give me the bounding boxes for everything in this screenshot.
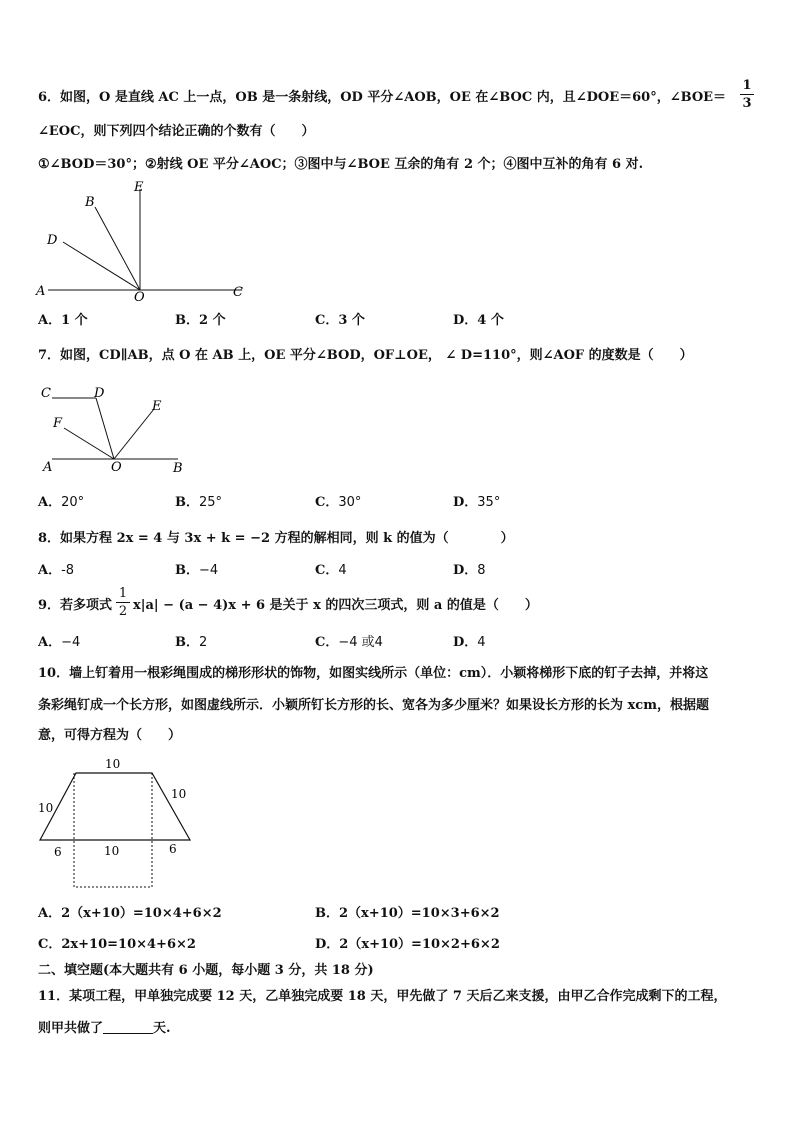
q7-option-a[interactable]: A．20° bbox=[38, 495, 85, 510]
q6-statements: ①∠BOD＝30°；②射线 OE 平分∠AOC；③图中与∠BOE 互余的角有 2 个；④图中互补的角有 6 对. bbox=[38, 157, 644, 172]
q7-label-e: E bbox=[152, 399, 162, 414]
ray-oe bbox=[114, 409, 154, 459]
q7-option-b[interactable]: B．25° bbox=[175, 495, 223, 510]
q6-label-e: E bbox=[134, 180, 144, 195]
q6-stem-line2: ∠EOC，则下列四个结论正确的个数有（ ） bbox=[38, 124, 315, 139]
q6-option-a[interactable]: A．1 个 bbox=[38, 313, 88, 328]
q9-fraction bbox=[116, 586, 130, 619]
q11-line2-suffix: 天. bbox=[153, 1021, 171, 1036]
q10-option-b[interactable]: B．2（x+10）=10×3+6×2 bbox=[315, 906, 500, 921]
q8-option-d[interactable]: D．8 bbox=[453, 563, 486, 578]
q10-label-left: 10 bbox=[38, 801, 54, 815]
q11-line2 bbox=[38, 1021, 171, 1037]
trapezoid bbox=[40, 773, 190, 840]
q11-line2-prefix: 则甲共做了 bbox=[38, 1021, 104, 1036]
q7-option-c[interactable]: C．30° bbox=[315, 495, 362, 510]
q8-option-a[interactable]: A．-8 bbox=[38, 563, 75, 578]
q8-option-c[interactable]: C．4 bbox=[315, 563, 347, 578]
q6-figure bbox=[30, 175, 260, 305]
q6-frac-den: 3 bbox=[742, 96, 752, 111]
q7-option-d[interactable]: D．35° bbox=[453, 495, 501, 510]
q6-option-c[interactable]: C．3 个 bbox=[315, 313, 365, 328]
q10-label-bottom-right: 6 bbox=[169, 842, 177, 856]
q8-option-b[interactable]: B．−4 bbox=[175, 563, 219, 578]
q7-label-c: C bbox=[41, 386, 51, 401]
q6-label-d: D bbox=[47, 233, 58, 248]
q9-option-c[interactable]: C．−4 或4 bbox=[315, 635, 383, 650]
q10-line1: 10．墙上钉着用一根彩绳围成的梯形形状的饰物，如图实线所示（单位：cm）．小颖将梯形下底的钉子去掉，并将这 bbox=[38, 666, 709, 681]
rectangle-dashed bbox=[74, 773, 152, 887]
q10-option-d[interactable]: D．2（x+10）=10×2+6×2 bbox=[315, 937, 500, 952]
answer-blank[interactable] bbox=[103, 1021, 153, 1034]
q10-label-bottom-mid: 10 bbox=[104, 844, 120, 858]
q10-label-right: 10 bbox=[171, 787, 187, 801]
q6-fraction bbox=[740, 78, 754, 111]
q6-label-o: O bbox=[134, 290, 145, 305]
q10-option-c[interactable]: C．2x+10=10×4+6×2 bbox=[38, 937, 196, 952]
q10-label-bottom-left: 6 bbox=[54, 845, 62, 859]
q9-stem-suffix: x|a| − (a − 4)x + 6 是关于 x 的四次三项式，则 a 的值是（ ） bbox=[133, 598, 538, 613]
q10-label-top: 10 bbox=[105, 757, 121, 771]
q10-figure bbox=[30, 752, 205, 897]
section-heading: 二、填空题(本大题共有 6 小题，每小题 3 分，共 18 分) bbox=[38, 963, 374, 978]
q9-frac-num: 1 bbox=[118, 586, 128, 601]
q9-option-b[interactable]: B．2 bbox=[175, 635, 208, 650]
q10-option-a[interactable]: A．2（x+10）=10×4+6×2 bbox=[38, 906, 222, 921]
q6-stem-line1: 6．如图，O 是直线 AC 上一点，OB 是一条射线，OD 平分∠AOB，OE 在∠BOC 内，且∠DOE＝60°，∠BOE＝ bbox=[38, 90, 727, 105]
ray-ob bbox=[95, 207, 140, 290]
q7-label-b: B bbox=[173, 461, 183, 476]
q6-frac-num: 1 bbox=[742, 78, 752, 93]
q6-option-d[interactable]: D．4 个 bbox=[453, 313, 504, 328]
q11-line1: 11．某项工程，甲单独完成要 12 天，乙单独完成要 18 天，甲先做了 7 天后乙来支援，由甲乙合作完成剩下的工程， bbox=[38, 989, 727, 1004]
q6-label-b: B bbox=[85, 195, 95, 210]
q7-label-o: O bbox=[111, 460, 122, 475]
q7-figure bbox=[30, 378, 200, 478]
q9-stem-prefix: 9．若多项式 bbox=[38, 598, 113, 613]
q10-line3: 意，可得方程为（ ） bbox=[38, 728, 182, 743]
q6-label-a: A bbox=[36, 284, 46, 299]
q7-stem: 7．如图，CD∥AB，点 O 在 AB 上，OE 平分∠BOD，OF⊥OE， ∠ D=110°，则∠AOF 的度数是（ ） bbox=[38, 348, 693, 363]
q7-label-d: D bbox=[94, 386, 105, 401]
q6-option-b[interactable]: B．2 个 bbox=[175, 313, 226, 328]
q7-label-a: A bbox=[43, 460, 53, 475]
q7-label-f: F bbox=[53, 416, 63, 431]
q9-option-a[interactable]: A．−4 bbox=[38, 635, 81, 650]
ray-od bbox=[63, 242, 140, 290]
q9-frac-den: 2 bbox=[118, 604, 128, 619]
q9-option-d[interactable]: D．4 bbox=[453, 635, 486, 650]
q8-stem: 8．如果方程 2x = 4 与 3x + k = −2 方程的解相同，则 k 的值为（ ） bbox=[38, 531, 514, 546]
q6-label-c: C bbox=[233, 285, 243, 300]
q10-line2: 条彩绳钉成一个长方形，如图虚线所示．小颖所钉长方形的长、宽各为多少厘米？如果设长方形的长为 xcm，根据题 bbox=[38, 698, 709, 713]
